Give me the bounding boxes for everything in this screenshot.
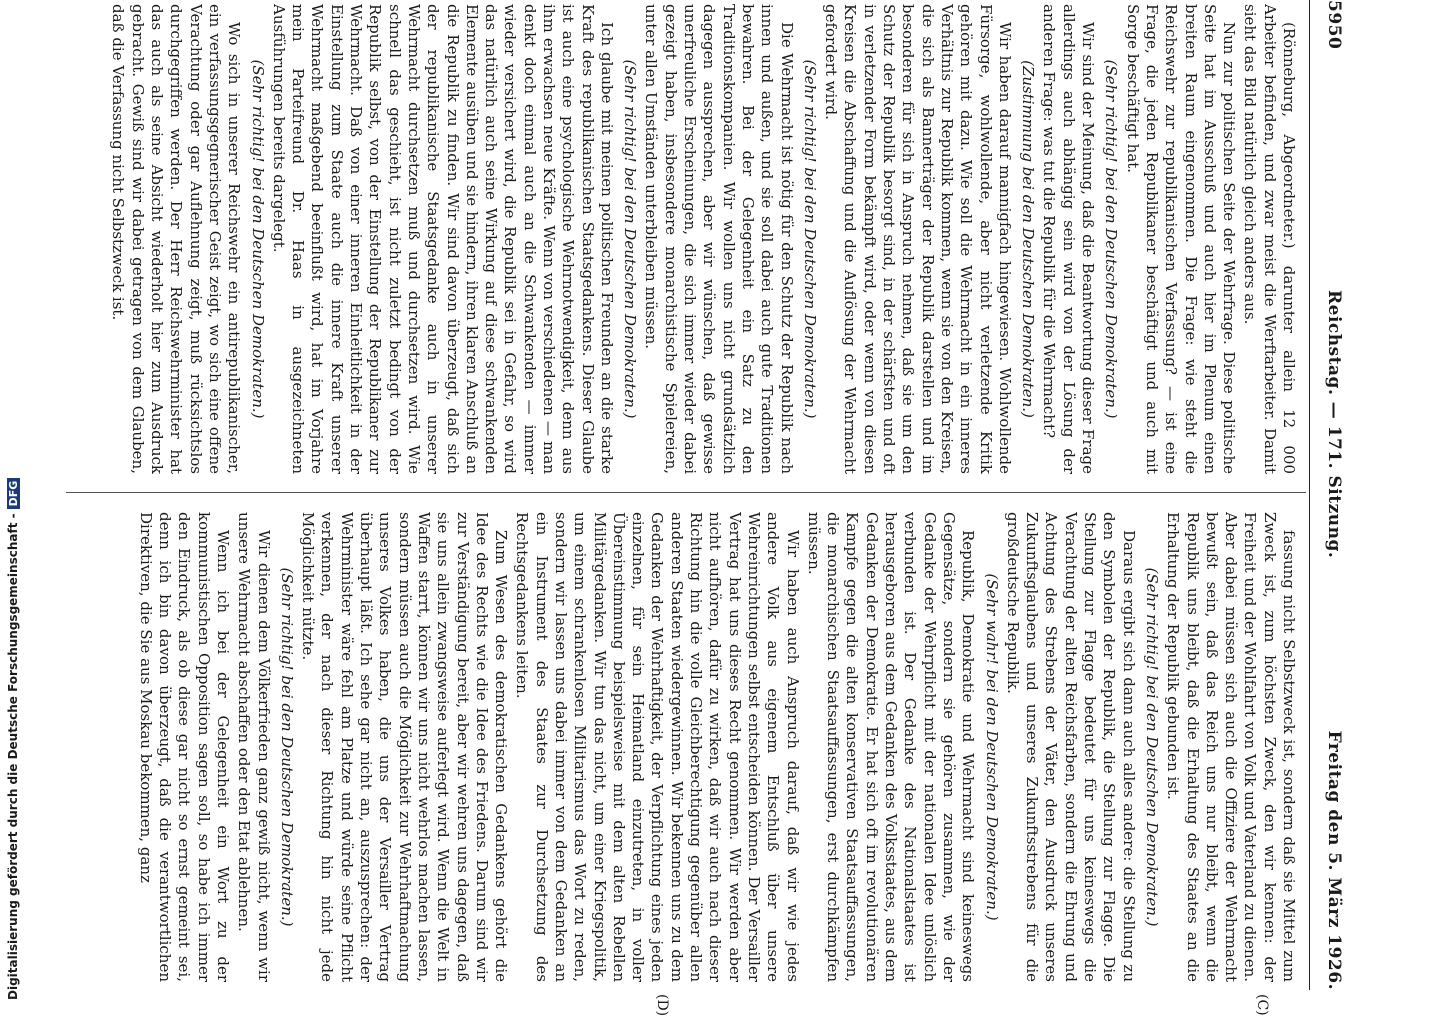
paragraph: (Rönneburg, Abgeordneter.) darunter allein 12 000 Arbeiter befinden, und zwar meist die Werftarbeiter. Damit sieht das Bild natürlich gleich anders aus. (1241, 4, 1298, 474)
paragraph: Zum Wesen des demokratischen Gedankens gehört die Idee des Rechts wie die Idee des Friedens. Darum sind wir zur Verständigung bereit, aber wir wehren uns dagegen, daß sie uns allein zwangsweise auferlegt wird. Wenn die Welt in Waffen starrt, können wir uns nicht wehrlos machen lassen, sondern müssen auch die Möglichkeit zur Wehrhaftmachung unseres Volkes haben, die uns der Versailler Vertrag überhaupt läßt. Ich sehe gar nicht an, auszusprechen: der Wehrminister wäre fehl am Platze und würde seine Pflicht verkennen, der nach dieser Richtung hin nicht jede Möglichkeit nützte. (299, 512, 511, 982)
column-divider (66, 492, 1306, 493)
paragraph: Wir haben auch Anspruch darauf, daß wir wie jedes andere Volk aus eigenem Entschluß über unsere Wehreinrichtungen selbst entscheiden können. Der Versailler Vertrag hat uns dieses Recht genommen. Wir werden aber nicht aufhören, dafür zu wirken, daß wir auch nach dieser Richtung hin die volle Gleichberechtigung gegenüber allen anderen Staaten wiedergewinnen. Wir bekennen uns zu dem Gedanken der Wehrhaftigkeit, der Verpflichtung eines jeden einzelnen, für sein Heimatland einzutreten, in voller Übereinstimmung beispielsweise mit dem alten Rebellen Militärgedanken. Wir tun das nicht, um einer Kriegspolitik, um einem schrankenlosen Militarismus das Wort zu reden, sondern wir lassen uns dabei immer von dem Gedanken an ein Instrument des Staates zur Durchsetzung des Rechtsgedankens leiten. (513, 512, 802, 982)
session-date: Freitag den 5. März 1926. (1324, 730, 1344, 990)
right-column (68, 512, 1298, 982)
margin-mark-c: (C) (1254, 994, 1270, 1016)
header-rule (1309, 0, 1310, 990)
session-title: Reichstag. — 171. Sitzung. (1324, 290, 1344, 559)
rotated-page (60, 0, 1350, 1016)
paragraph: Wir dienen dem Völkerfrieden ganz gewiß nicht, wenn wir unsere Wehrmacht abschaffen oder den Etat ablehnen. (235, 512, 273, 982)
interjection: (Sehr richtig! bei den Deutschen Demokraten.) (1102, 59, 1121, 419)
left-column (68, 4, 1298, 474)
paragraph: Wo sich in unserer Reichswehr ein antirepublikanischer, ein verfassungsgegnerischer Geist zeigt, wo sich eine offene Verachtung oder gar Auflehnung zeigt, muß rücksichtslos durchgegriffen werden. Der Herr Reichswehrminister hat das auch als seine Absicht wiederholt hier zum Ausdruck gebracht. Gewiß sind wir dabei getragen von dem Glauben, daß die Verfassung nicht Selbstzweck ist. (109, 4, 244, 474)
interjection: (Sehr richtig! bei den Deutschen Demokraten.) (621, 59, 640, 419)
paragraph: Wir sind der Meinung, daß die Beantwortung dieser Frage allerdings auch abhängig sein wird von der Lösung der anderen Frage: was tut die Republik für die Wehrmacht? (1040, 4, 1098, 474)
paragraph: Die Wehrmacht ist nötig für den Schutz der Republik nach innen und außen, und sie soll dabei auch gute Traditionen bewahren. Bei der Gelegenheit ein Satz zu den Traditionskompanien. Wir wollen uns nicht grundsätzlich dagegen aussprechen, aber wir wünschen, daß gewisse unerfreuliche Erscheinungen, die sich immer wieder dabei gezeigt haben, insbesondere monarchistische Spielereien, unter allen Umständen unterbleiben müssen. (642, 4, 796, 474)
interjection: (Sehr richtig! bei den Deutschen Demokraten.) (277, 567, 296, 927)
footer-credit (6, 420, 26, 1000)
interjection: (Sehr richtig! bei den Deutschen Demokraten.) (1142, 567, 1161, 927)
paragraph: fassung nicht Selbstzweck ist, sondern daß sie Mittel zum Zweck ist, zum höchsten Zweck, den wir kennen: der Freiheit und der Wohlfahrt von Volk und Vaterland zu dienen. Aber dabei müssen sich auch die Offiziere der Wehrmacht bewußt sein, daß das Reich uns nur bleibt, wenn die Republik uns bleibt, daß die Erhaltung des Staates an die Erhaltung der Republik gebunden ist. (1164, 512, 1298, 982)
page-header (1312, 0, 1350, 990)
page-number: 5950 (1324, 0, 1344, 50)
paragraph: Daraus ergibt sich dann auch alles andere: die Stellung zu den Symbolen der Republik, die Stellung zur Flagge. Die Stellung zur Flagge bedeutet für uns keineswegs die Verachtung der alten Reichsfarben, sondern die Ehrung und Achtung des Strebens der Väter, den Ausdruck unseres Zukunftsglaubens und unseres Zukunftsstrebens für die großdeutsche Republik. (1003, 512, 1138, 982)
interjection: (Sehr richtig! bei den Deutschen Demokraten.) (248, 59, 267, 419)
dfg-logo: DFG (7, 478, 20, 510)
footer-credit-text: Digitalisierung gefördert durch die Deutsche Forschungsgemeinschaft - (6, 513, 20, 1000)
interjection: (Sehr wahr! bei den Deutschen Demokraten.) (982, 573, 1001, 921)
margin-mark-d: (D) (654, 994, 670, 1016)
paragraph: Wir haben darauf mannigfach hingewiesen. Wohlwollende Fürsorge, wohlwollende, aber nicht verletzende Kritik gehören mit dazu. Wie soll die Wehrmacht in ein inneres Verhältnis zur Republik kommen, wenn sie von den Kreisen, die sich als Bannerträger der Republik darstellen und im besonderen für sich in Anspruch nehmen, daß sie um den Schutz der Republik besorgt sind, in der schärfsten und oft in verletzender Form bekämpft wird, oder wenn von diesen Kreisen die Abschaffung und die Auflösung der Wehrmacht gefordert wird. (822, 4, 1014, 474)
interjection: (Zustimmung bei den Deutschen Demokraten.) (1019, 60, 1038, 418)
interjection: (Sehr richtig! bei den Deutschen Demokraten.) (800, 59, 819, 419)
paragraph: Nun zur politischen Seite der Wehrfrage. Diese politische Seite hat im Ausschuß und auch hier im Plenum einen breiten Raum eingenommen. Die Frage: wie steht die Reichswehr zur republikanischen Verfassung? — ist eine Frage, die jeden Republikaner beschäftigt und auch mit Sorge beschäftigt hat. (1123, 4, 1239, 474)
paragraph: Ich glaube mit meinen politischen Freunden an die starke Kraft des republikanischen Staatsgedankens. Dieser Glaube ist auch eine psychologische Wehrnotwendigkeit, denn aus ihm erwachsen neue Kräfte. Wenn von verschiedenen — man denkt doch einmal auch an die Schwankenden — immer wieder versichert wird, die Republik sei in Gefahr, so wird das natürlich auch seine Wirkung auf diese schwankenden Elemente ausüben und sie hindern, ihren klaren Anschluß an die Republik zu finden. Wir sind davon überzeugt, daß sich der republikanische Staatsgedanke auch in unserer Wehrmacht durchsetzen muß und durchsetzen wird. Wie schnell das geschieht, ist nicht zuletzt bedingt von der Republik selbst, von der Einstellung der Republikaner zur Wehrmacht. Daß von einer inneren Einheitlichkeit in der Einstellung zum Staate auch die innere Kraft unserer Wehrmacht maßgebend beeinflußt wird, hat im Vorjahre mein Parteifreund Dr. Haas in ausgezeichneten Ausführungen bereits dargelegt. (269, 4, 616, 474)
paragraph: Wenn ich bei der Gelegenheit ein Wort zu der kommunistischen Opposition sagen soll, so habe ich immer den Eindruck, als ob diese gar nicht so ernst gemeint sei, denn ich bin davon überzeugt, daß die verantwortlichen Direktiven, die Sie aus Moskau bekommen, ganz (136, 512, 232, 982)
paragraph: Republik, Demokratie und Wehrmacht sind keineswegs Gegensätze, sondern sie gehören zusammen, wie der Gedanke der Wehrpflicht mit der nationalen Idee unlöslich verbunden ist. Der Gedanke des Nationalstaates ist herausgeboren aus dem Gedanken des Volksstaates, aus dem Gedanken der Demokratie. Er hat sich oft im revolutionären Kampfe gegen die alten konservativen Staatsauffassungen, die monarchischen Staatsauffassungen, erst durchkämpfen müssen. (804, 512, 978, 982)
